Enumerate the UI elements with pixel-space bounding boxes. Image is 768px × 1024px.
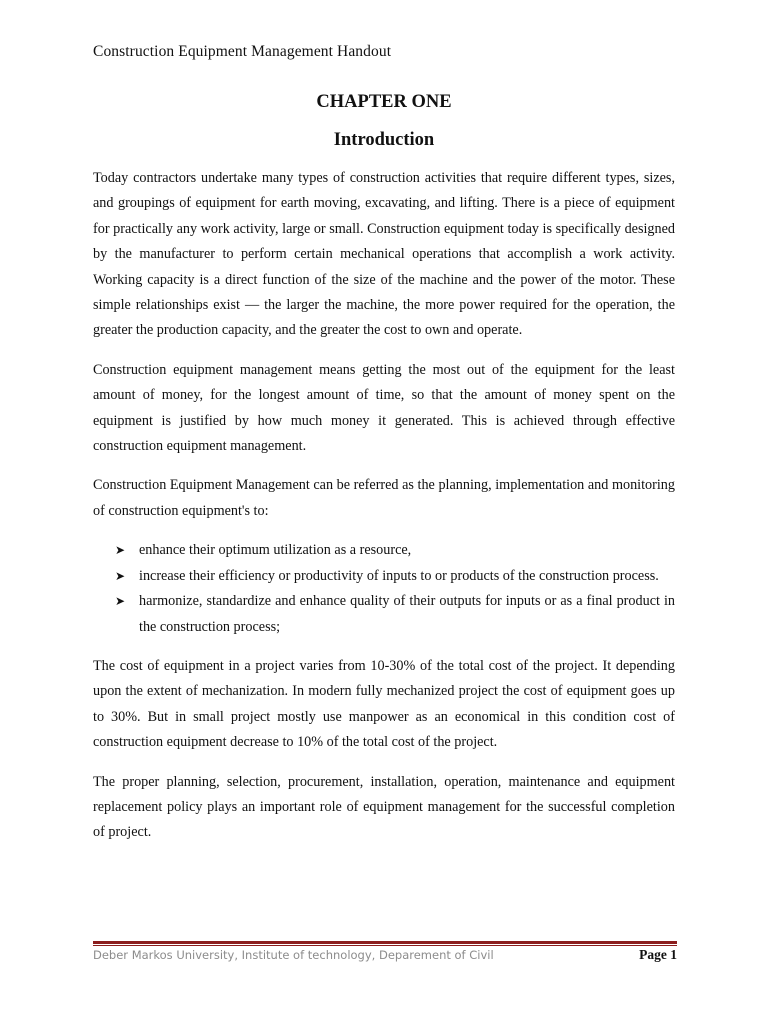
paragraph-1: Today contractors undertake many types of construction activities that require different types, sizes, and groupings of equipment for earth moving, excavating, and lifting. There is a piece of equipment for practically any work activity, large or small. Construction equipment today is specifically designed by the manufacturer to perform certain mechanical operations that accomplish a work activity. Working capacity is a direct function of the size of the machine and the power of the motor. These simple relationships exist — the larger the machine, the more power required for the operation, the greater the production capacity, and the greater the cost to own and operate. [93, 170, 675, 339]
footer-institution: Deber Markos University, Institute of technology, Deparement of Civil [93, 948, 494, 962]
body-text [93, 166, 675, 846]
paragraph-5: The proper planning, selection, procurement, installation, operation, maintenance and equipment replacement policy plays an important role of equipment management for the successful completion of project. [93, 773, 675, 841]
list-item-text: enhance their optimum utilization as a resource, [139, 542, 412, 559]
paragraph-3: Construction Equipment Management can be referred as the planning, implementation and monitoring of construction equipment's to: [93, 477, 675, 519]
list-item [93, 564, 675, 589]
list-item [93, 589, 675, 640]
list-item-text: harmonize, standardize and enhance quality of their outputs for inputs or as a final product in the construction process; [139, 593, 675, 635]
footer-divider [93, 941, 677, 944]
arrow-bullet-icon: ➤ [115, 543, 126, 558]
chapter-title: CHAPTER ONE [316, 92, 452, 112]
paragraph-4: The cost of equipment in a project varies from 10-30% of the total cost of the project. It depending upon the extent of mechanization. In modern fully mechanized project the cost of equipment goes up to 30%. But in small project mostly use manpower as an economical in this condition cost of construction equipment decrease to 10% of the total cost of the project. [93, 657, 675, 751]
arrow-bullet-icon: ➤ [115, 568, 126, 583]
list-item-text: increase their efficiency or productivity of inputs to or products of the construction process. [139, 567, 659, 584]
page-number: Page 1 [639, 947, 677, 962]
footer-divider-thin [93, 945, 677, 946]
arrow-bullet-icon: ➤ [115, 594, 126, 609]
section-title: Introduction [333, 130, 435, 150]
paragraph-2: Construction equipment management means getting the most out of the equipment for the least amount of money, for the longest amount of time, so that the amount of money spent on the equipment is justified by how much money it generated. This is achieved through effective construction equipment management. [93, 361, 675, 455]
bullet-list [93, 538, 675, 640]
running-header: Construction Equipment Management Handout [93, 43, 392, 60]
list-item [93, 538, 675, 563]
